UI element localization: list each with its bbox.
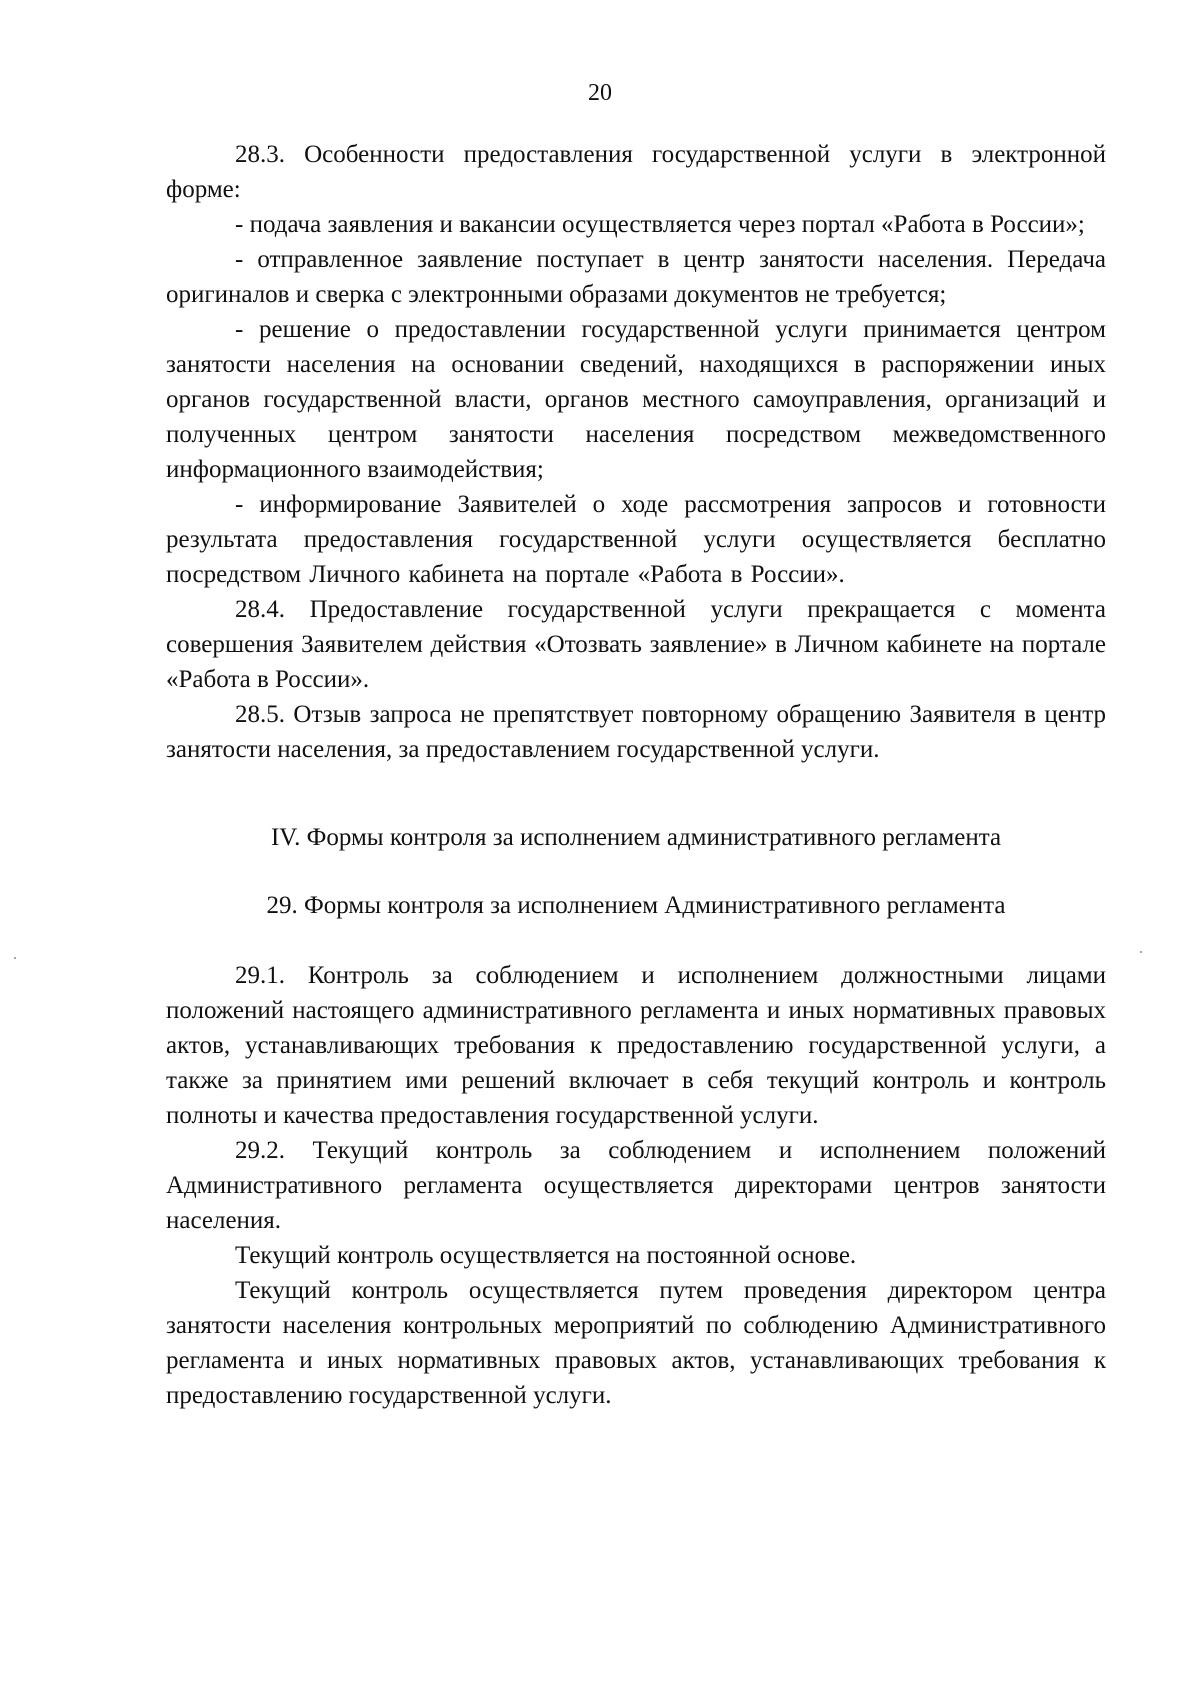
paragraph-28-4: 28.4. Предоставление государственной услуги прекращается с момента совершения Заявителем действия «Отозвать заявление» в Личном кабинете на портале «Работа в России». [166, 596, 1106, 693]
scan-speck [14, 957, 16, 959]
page-number: 20 [588, 80, 612, 106]
paragraph-informing-applicants: - информирование Заявителей о ходе рассмотрения запросов и готовности результата предоставления государственной услуги осуществляется бесплатно посредством Личного кабинета на портале «Работа в России». [166, 491, 1106, 588]
paragraph-sent-application: - отправленное заявление поступает в центр занятости населения. Передача оригиналов и сверка с электронными образами документов не требуется; [166, 246, 1106, 308]
paragraph-28-3: 28.3. Особенности предоставления государственной услуги в электронной форме: [166, 141, 1106, 203]
paragraph-permanent-basis: Текущий контроль осуществляется на постоянной основе. [235, 1242, 857, 1269]
paragraph-control-method: Текущий контроль осуществляется путем проведения директором центра занятости населения контрольных мероприятий по соблюдению Административного регламента и иных нормативных правовых актов, устанавливающих требования к предоставлению государственной услуги. [166, 1277, 1106, 1409]
section-heading: IV. Формы контроля за исполнением административного регламента [270, 824, 1002, 851]
paragraph-29-2: 29.2. Текущий контроль за соблюдением и исполнением положений Административного регламента осуществляется директорами центров занятости населения. [166, 1137, 1106, 1234]
paragraph-28-5: 28.5. Отзыв запроса не препятствует повторному обращению Заявителя в центр занятости населения, за предоставлением государственной услуги. [166, 701, 1106, 763]
paragraph-decision: - решение о предоставлении государственной услуги принимается центром занятости населения на основании сведений, находящихся в распоряжении иных органов государственной власти, органов местного самоуправления, организаций и полученных центром занятости населения посредством межведомственного информационного взаимодействия; [166, 316, 1106, 483]
paragraph-29-1: 29.1. Контроль за соблюдением и исполнением должностными лицами положений настоящего административного регламента и иных нормативных правовых актов, устанавливающих требования к предоставлению государственной услуги, а также за принятием ими решений включает в себя текущий контроль и контроль полноты и качества предоставления государственной услуги. [166, 962, 1106, 1129]
document-body [166, 137, 1106, 1413]
scan-speck [1140, 951, 1142, 953]
subsection-heading: 29. Формы контроля за исполнением Административного регламента [266, 892, 1006, 919]
paragraph-submission-portal: - подача заявления и вакансии осуществляется через портал «Работа в России»; [235, 211, 1085, 238]
